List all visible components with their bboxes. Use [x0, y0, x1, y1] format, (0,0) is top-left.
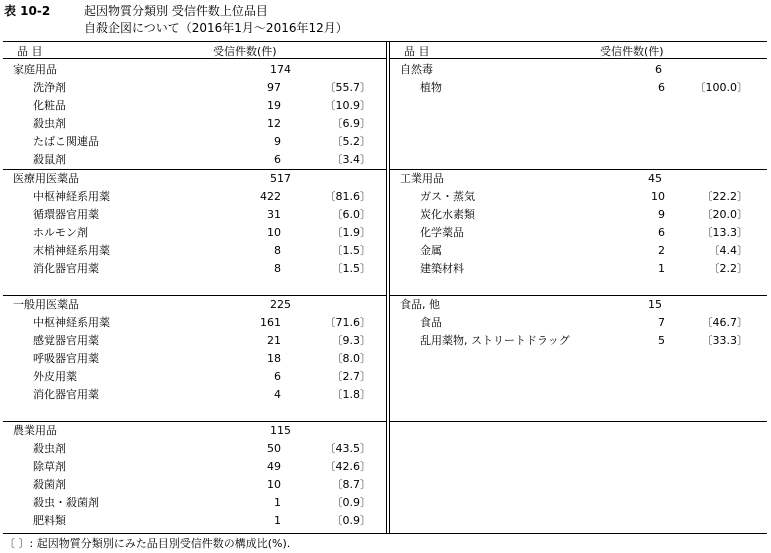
item-percentage: 〔55.7〕: [324, 81, 371, 94]
category-count: 174: [270, 63, 291, 76]
table-title: [4, 3, 268, 20]
item-percentage: 〔10.9〕: [324, 99, 371, 112]
item-name: 殺菌剤: [33, 478, 66, 491]
item-name: 金属: [420, 244, 442, 257]
item-name: たばこ関連品: [33, 135, 99, 148]
item-percentage: 〔46.7〕: [701, 316, 748, 329]
item-name: 殺虫剤: [33, 442, 66, 455]
category-row: [3, 296, 386, 314]
item-count: 21: [267, 334, 281, 347]
category-name: 自然毒: [400, 63, 433, 76]
item-count: 6: [658, 226, 665, 239]
item-percentage: 〔0.9〕: [331, 496, 371, 509]
table-number: 表 10-2: [4, 4, 51, 18]
item-count: 2: [658, 244, 665, 257]
category-name: 医療用医薬品: [13, 172, 79, 185]
item-count: 6: [658, 81, 665, 94]
item-percentage: 〔43.5〕: [324, 442, 371, 455]
item-percentage: 〔20.0〕: [701, 208, 748, 221]
item-name: 消化器官用薬: [33, 388, 99, 401]
item-name: 殺虫・殺菌剤: [33, 496, 99, 509]
item-percentage: 〔9.3〕: [331, 334, 371, 347]
item-percentage: 〔3.4〕: [331, 153, 371, 166]
category-group: [390, 295, 767, 350]
item-count: 10: [267, 226, 281, 239]
item-count: 19: [267, 99, 281, 112]
category-row: [390, 296, 767, 314]
item-percentage: 〔1.5〕: [331, 244, 371, 257]
category-count: 15: [648, 298, 662, 311]
category-name: 家庭用品: [13, 63, 57, 76]
item-count: 7: [658, 316, 665, 329]
item-count: 9: [658, 208, 665, 221]
item-row: [3, 386, 386, 404]
item-percentage: 〔8.7〕: [331, 478, 371, 491]
category-group: [3, 169, 386, 278]
header-item-label: 品 目: [17, 45, 43, 58]
item-row: [390, 188, 767, 206]
item-count: 8: [274, 262, 281, 275]
category-row: [390, 170, 767, 188]
item-count: 31: [267, 208, 281, 221]
item-count: 50: [267, 442, 281, 455]
item-row: [3, 476, 386, 494]
item-row: [3, 494, 386, 512]
left-column: [3, 42, 386, 533]
item-name: 植物: [420, 81, 442, 94]
category-row: [3, 422, 386, 440]
item-name: 化粧品: [33, 99, 66, 112]
item-name: 殺虫剤: [33, 117, 66, 130]
item-percentage: 〔33.3〕: [701, 334, 748, 347]
item-percentage: 〔1.8〕: [331, 388, 371, 401]
item-count: 18: [267, 352, 281, 365]
item-name: 洗浄剤: [33, 81, 66, 94]
item-percentage: 〔71.6〕: [324, 316, 371, 329]
title-line-1: 起因物質分類別 受信件数上位品目: [84, 4, 268, 18]
item-row: [3, 79, 386, 97]
item-percentage: 〔6.9〕: [331, 117, 371, 130]
item-percentage: 〔6.0〕: [331, 208, 371, 221]
category-name: 食品, 他: [400, 298, 440, 311]
item-name: 中枢神経系用薬: [33, 316, 110, 329]
item-name: 循環器官用薬: [33, 208, 99, 221]
item-percentage: 〔5.2〕: [331, 135, 371, 148]
item-row: [3, 332, 386, 350]
category-count: 45: [648, 172, 662, 185]
item-percentage: 〔2.2〕: [708, 262, 748, 275]
item-name: 中枢神経系用薬: [33, 190, 110, 203]
item-count: 9: [274, 135, 281, 148]
item-name: ホルモン剤: [33, 226, 88, 239]
item-name: 炭化水素類: [420, 208, 475, 221]
item-row: [390, 314, 767, 332]
category-row: [3, 170, 386, 188]
item-row: [390, 224, 767, 242]
category-group: [390, 169, 767, 278]
item-row: [3, 242, 386, 260]
category-group: [3, 295, 386, 404]
item-percentage: 〔1.5〕: [331, 262, 371, 275]
item-name: 外皮用薬: [33, 370, 77, 383]
category-row: [3, 61, 386, 79]
item-name: 化学薬品: [420, 226, 464, 239]
left-header: [3, 42, 386, 59]
item-count: 8: [274, 244, 281, 257]
category-group: [390, 61, 767, 97]
item-count: 422: [260, 190, 281, 203]
category-row: [390, 61, 767, 79]
item-count: 10: [267, 478, 281, 491]
item-count: 5: [658, 334, 665, 347]
category-group: [3, 421, 386, 530]
item-count: 4: [274, 388, 281, 401]
item-row: [3, 133, 386, 151]
header-count-label: 受信件数(件): [600, 45, 664, 58]
item-row: [3, 97, 386, 115]
empty-section: [390, 421, 767, 422]
item-row: [3, 188, 386, 206]
item-row: [3, 224, 386, 242]
item-name: 消化器官用薬: [33, 262, 99, 275]
item-percentage: 〔8.0〕: [331, 352, 371, 365]
item-percentage: 〔2.7〕: [331, 370, 371, 383]
item-name: 乱用薬物, ストリートドラッグ: [420, 334, 570, 347]
item-name: 感覚器官用薬: [33, 334, 99, 347]
item-name: 除草剤: [33, 460, 66, 473]
item-percentage: 〔4.4〕: [708, 244, 748, 257]
item-name: 殺鼠剤: [33, 153, 66, 166]
category-count: 6: [655, 63, 662, 76]
item-count: 1: [274, 496, 281, 509]
category-name: 工業用品: [400, 172, 444, 185]
header-count-label: 受信件数(件): [213, 45, 277, 58]
item-row: [3, 314, 386, 332]
category-count: 115: [270, 424, 291, 437]
category-count: 517: [270, 172, 291, 185]
item-row: [3, 350, 386, 368]
item-name: 末梢神経系用薬: [33, 244, 110, 257]
item-percentage: 〔81.6〕: [324, 190, 371, 203]
item-row: [390, 79, 767, 97]
item-row: [3, 151, 386, 169]
item-name: 建築材料: [420, 262, 464, 275]
right-header: [390, 42, 767, 59]
item-row: [3, 512, 386, 530]
item-row: [3, 368, 386, 386]
header-item-label: 品 目: [404, 45, 430, 58]
category-name: 農業用品: [13, 424, 57, 437]
item-count: 6: [274, 153, 281, 166]
category-name: 一般用医薬品: [13, 298, 79, 311]
item-percentage: 〔0.9〕: [331, 514, 371, 527]
item-count: 49: [267, 460, 281, 473]
item-row: [390, 206, 767, 224]
item-name: 肥料類: [33, 514, 66, 527]
item-name: 食品: [420, 316, 442, 329]
item-count: 161: [260, 316, 281, 329]
item-count: 6: [274, 370, 281, 383]
item-name: 呼吸器官用薬: [33, 352, 99, 365]
item-percentage: 〔42.6〕: [324, 460, 371, 473]
category-group: [3, 61, 386, 169]
footnote: 〔 〕: 起因物質分類別にみた品目別受信件数の構成比(%).: [4, 537, 291, 550]
item-row: [3, 115, 386, 133]
title-line-2: 自殺企図について（2016年1月～2016年12月）: [84, 21, 348, 35]
item-count: 10: [651, 190, 665, 203]
item-percentage: 〔22.2〕: [701, 190, 748, 203]
item-row: [3, 206, 386, 224]
item-count: 1: [274, 514, 281, 527]
item-percentage: 〔1.9〕: [331, 226, 371, 239]
ranking-table: [3, 41, 767, 534]
item-percentage: 〔13.3〕: [701, 226, 748, 239]
item-percentage: 〔100.0〕: [694, 81, 748, 94]
item-row: [390, 260, 767, 278]
item-row: [3, 440, 386, 458]
item-name: ガス・蒸気: [420, 190, 475, 203]
item-count: 12: [267, 117, 281, 130]
item-row: [3, 458, 386, 476]
item-row: [390, 242, 767, 260]
item-row: [390, 332, 767, 350]
category-count: 225: [270, 298, 291, 311]
item-count: 1: [658, 262, 665, 275]
right-column: [387, 42, 767, 533]
item-row: [3, 260, 386, 278]
item-count: 97: [267, 81, 281, 94]
